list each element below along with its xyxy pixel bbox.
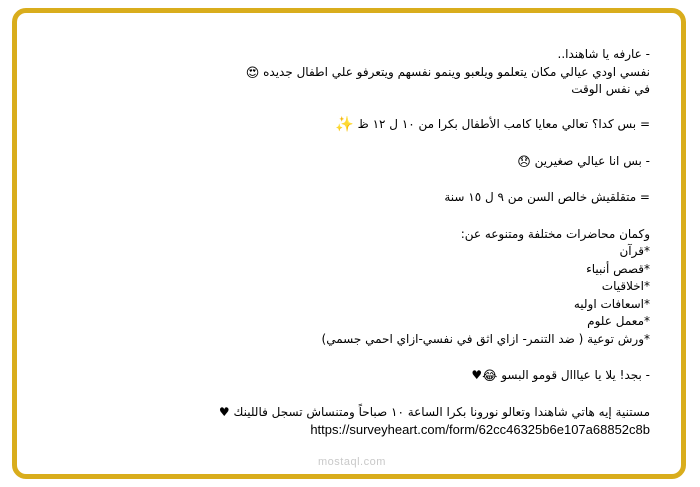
call-to-action — [90, 404, 650, 422]
line-text: = بس كدا؟ تعالي معايا كامب الأطفال بكرا من ١٠ ل ١٢ ظ — [357, 117, 650, 131]
dialogue-line — [90, 64, 650, 82]
topic-item: *اخلاقيات — [601, 279, 650, 293]
dialogue-line — [90, 153, 650, 171]
disappointed-emoji-icon: 😞 — [517, 154, 531, 170]
laughing-emoji-icon: 😂 — [482, 369, 498, 384]
dialogue-line — [90, 367, 650, 385]
heart-eyes-emoji-icon: 😍 — [245, 65, 260, 81]
dialogue-line: = متقلقيش خالص السن من ٩ ل ١٥ سنة — [444, 190, 650, 204]
heart-icon: ♥ — [471, 368, 483, 382]
dialogue-line: في نفس الوقت — [571, 82, 650, 96]
post-body — [90, 46, 650, 439]
topic-item: *ورش توعية ( ضد التنمر- ازاي اثق في نفسي-ازاي احمي جسمي) — [321, 331, 650, 346]
topic-item: *معمل علوم — [587, 314, 650, 328]
registration-link[interactable]: https://surveyheart.com/form/62cc46325b6e107a68852c8b — [310, 422, 650, 437]
topic-item: *اسعافات اوليه — [573, 296, 650, 311]
sparkles-emoji-icon: ✨ — [335, 115, 354, 133]
topics-heading: وكمان محاضرات مختلفة ومتنوعه عن: — [460, 226, 650, 241]
dialogue-line: - عارفه يا شاهندا.. — [557, 47, 650, 61]
topic-item: *قصص أنبياء — [586, 261, 650, 276]
line-text: مستنية إيه هاتي شاهندا وتعالو نورونا بكرا الساعة ١٠ صباحاً ومتنساش تسجل فاللينك — [233, 404, 650, 419]
line-text: نفسي اودي عيالي مكان يتعلمو ويلعبو وينمو نفسهم ويتعرفو علي اطفال جديده — [263, 64, 650, 79]
heart-icon: ♥ — [218, 404, 230, 419]
line-text: - بجد! يلا يا عيااال قومو البسو — [501, 368, 650, 382]
watermark: mostaql.com — [318, 456, 386, 468]
line-text: - بس انا عيالي صغيرين — [534, 153, 650, 168]
dialogue-line — [90, 116, 650, 134]
topic-item: *قرآن — [619, 244, 650, 258]
